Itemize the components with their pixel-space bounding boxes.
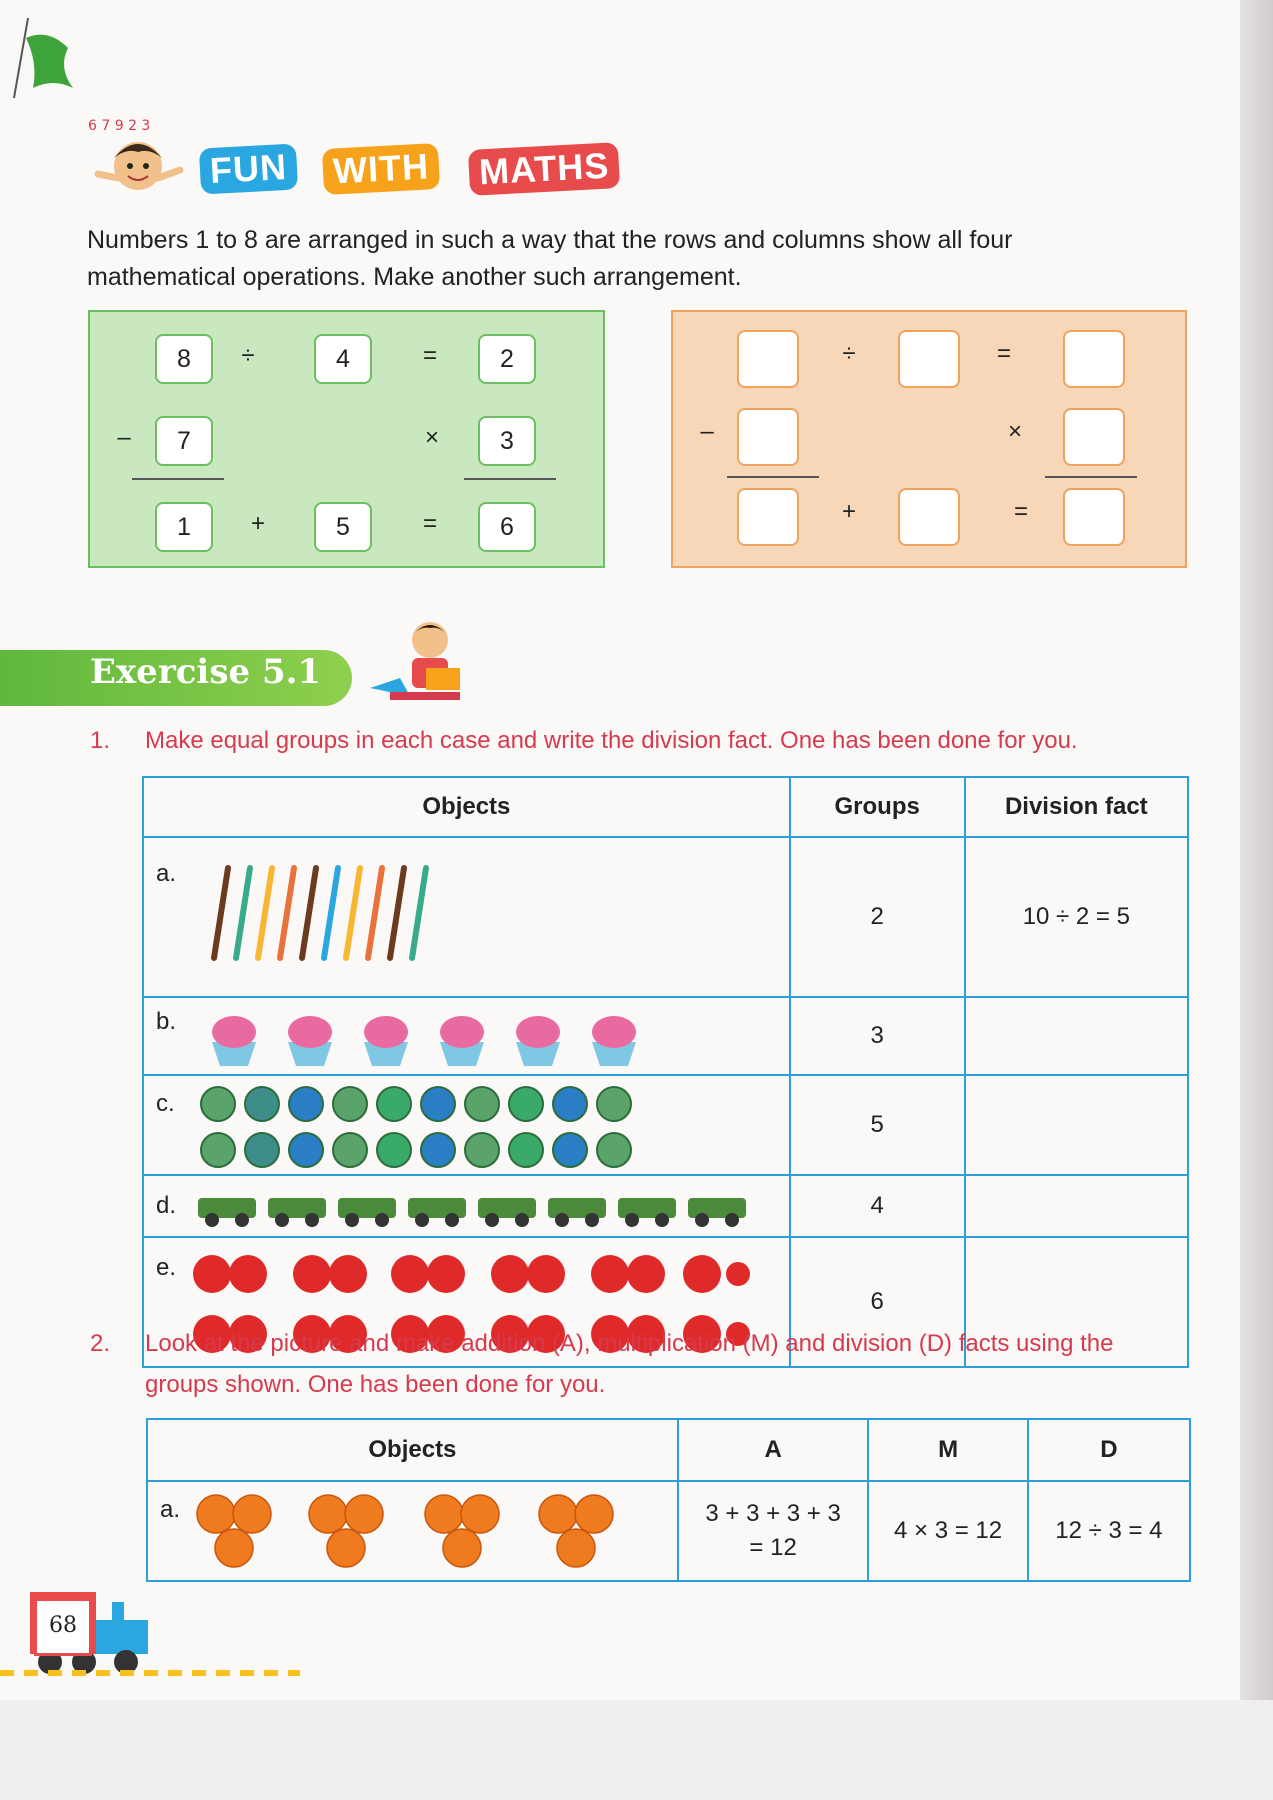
objects-cell bbox=[143, 997, 790, 1075]
puzzle-cell: 1 bbox=[155, 502, 213, 552]
groups-cell: 6 bbox=[790, 1237, 965, 1367]
with-word: WITH bbox=[322, 143, 440, 195]
column-bar bbox=[464, 478, 556, 480]
column-bar bbox=[132, 478, 224, 480]
puzzle-cell: 3 bbox=[478, 416, 536, 466]
divide-sign: ÷ bbox=[842, 340, 856, 367]
header-d: D bbox=[1028, 1419, 1190, 1481]
question-1 bbox=[90, 720, 1078, 761]
facts-table bbox=[146, 1418, 1191, 1582]
groups-cell: 5 bbox=[790, 1075, 965, 1175]
groups-cell: 2 bbox=[790, 837, 965, 997]
answer-box[interactable] bbox=[1063, 408, 1125, 466]
objects-cell bbox=[143, 837, 790, 997]
solved-puzzle bbox=[88, 310, 605, 568]
girl-reading-icon bbox=[370, 612, 480, 712]
multiplication-fact-cell: 4 × 3 = 12 bbox=[868, 1481, 1027, 1581]
addition-line-2: = 12 bbox=[749, 1534, 797, 1561]
oranges-picture bbox=[196, 1488, 666, 1578]
puzzle-cell: 5 bbox=[314, 502, 372, 552]
row-label: c. bbox=[156, 1090, 175, 1117]
objects-cell bbox=[143, 1075, 790, 1175]
division-fact-cell: 12 ÷ 3 = 4 bbox=[1028, 1481, 1190, 1581]
table-row bbox=[143, 837, 1188, 997]
header-division-fact: Division fact bbox=[965, 777, 1188, 837]
header-objects: Objects bbox=[147, 1419, 678, 1481]
question-number: 1. bbox=[90, 727, 111, 754]
table-row bbox=[143, 997, 1188, 1075]
objects-cell bbox=[143, 1175, 790, 1237]
answer-box[interactable] bbox=[737, 408, 799, 466]
times-sign: × bbox=[424, 424, 439, 451]
exercise-title: Exercise 5.1 bbox=[90, 652, 322, 692]
row-label: e. bbox=[156, 1254, 177, 1281]
answer-box[interactable] bbox=[737, 488, 799, 546]
answer-box[interactable] bbox=[898, 488, 960, 546]
question-text: Make equal groups in each case and write the division fact. One has been done for you. bbox=[145, 727, 1078, 754]
objects-cell bbox=[147, 1481, 678, 1581]
row-label: d. bbox=[156, 1192, 177, 1219]
empty-puzzle bbox=[671, 310, 1187, 568]
page-bottom-margin bbox=[0, 1700, 1273, 1800]
minus-sign: – bbox=[700, 418, 714, 445]
header-a: A bbox=[678, 1419, 869, 1481]
book-spine bbox=[1240, 0, 1273, 1800]
division-fact-cell: 10 ÷ 2 = 5 bbox=[965, 837, 1188, 997]
question-number: 2. bbox=[90, 1330, 111, 1357]
addition-fact-cell bbox=[678, 1481, 869, 1581]
column-bar bbox=[1045, 476, 1137, 478]
answer-box[interactable] bbox=[898, 330, 960, 388]
row-label: a. bbox=[156, 860, 177, 887]
boy-mascot-icon bbox=[88, 108, 198, 208]
groups-cell: 4 bbox=[790, 1175, 965, 1237]
maths-word: MATHS bbox=[468, 142, 621, 196]
equals-sign: = bbox=[1013, 498, 1028, 525]
puzzle-cell: 6 bbox=[478, 502, 536, 552]
table-row bbox=[147, 1481, 1190, 1581]
division-table bbox=[142, 776, 1189, 1368]
page-number: 68 bbox=[34, 1598, 92, 1656]
plus-sign: + bbox=[841, 498, 856, 525]
header-m: M bbox=[868, 1419, 1027, 1481]
groups-cell: 3 bbox=[790, 997, 965, 1075]
plus-sign: + bbox=[250, 510, 265, 537]
puzzle-cell: 4 bbox=[314, 334, 372, 384]
answer-box[interactable] bbox=[1063, 488, 1125, 546]
table-row bbox=[143, 1175, 1188, 1237]
question-text: Look at the picture and make addition (A), multiplication (M) and division (D) facts using the groups shown. One has been done for you. bbox=[145, 1330, 1114, 1398]
minus-sign: – bbox=[117, 424, 131, 451]
puzzle-cell: 2 bbox=[478, 334, 536, 384]
answer-box[interactable] bbox=[737, 330, 799, 388]
division-fact-cell[interactable] bbox=[965, 1075, 1188, 1175]
equals-sign: = bbox=[422, 510, 437, 537]
jeeps-picture bbox=[194, 1184, 754, 1234]
table-row bbox=[143, 1075, 1188, 1175]
svg-text:6 7 9 2 3: 6 7 9 2 3 bbox=[88, 118, 151, 134]
track-line bbox=[0, 1668, 310, 1678]
pencils-picture bbox=[204, 858, 504, 968]
flag-icon bbox=[8, 18, 78, 108]
equals-sign: = bbox=[996, 340, 1011, 367]
row-label: a. bbox=[160, 1496, 181, 1523]
divide-sign: ÷ bbox=[241, 342, 255, 369]
question-2 bbox=[90, 1323, 1200, 1405]
cupcakes-picture bbox=[204, 1002, 664, 1072]
intro-text: Numbers 1 to 8 are arranged in such a way that the rows and columns show all four mathematical operations. Make another such arrangement. bbox=[87, 226, 1013, 291]
answer-box[interactable] bbox=[1063, 330, 1125, 388]
row-label: b. bbox=[156, 1008, 177, 1035]
division-fact-cell[interactable] bbox=[965, 1175, 1188, 1237]
header-groups: Groups bbox=[790, 777, 965, 837]
marbles-picture bbox=[198, 1080, 668, 1176]
puzzle-cell: 8 bbox=[155, 334, 213, 384]
division-fact-cell[interactable] bbox=[965, 997, 1188, 1075]
fun-word: FUN bbox=[199, 143, 298, 194]
puzzle-cell: 7 bbox=[155, 416, 213, 466]
equals-sign: = bbox=[422, 342, 437, 369]
column-bar bbox=[727, 476, 819, 478]
header-objects: Objects bbox=[143, 777, 790, 837]
times-sign: × bbox=[1007, 418, 1022, 445]
addition-line-1: 3 + 3 + 3 + 3 bbox=[705, 1500, 841, 1527]
